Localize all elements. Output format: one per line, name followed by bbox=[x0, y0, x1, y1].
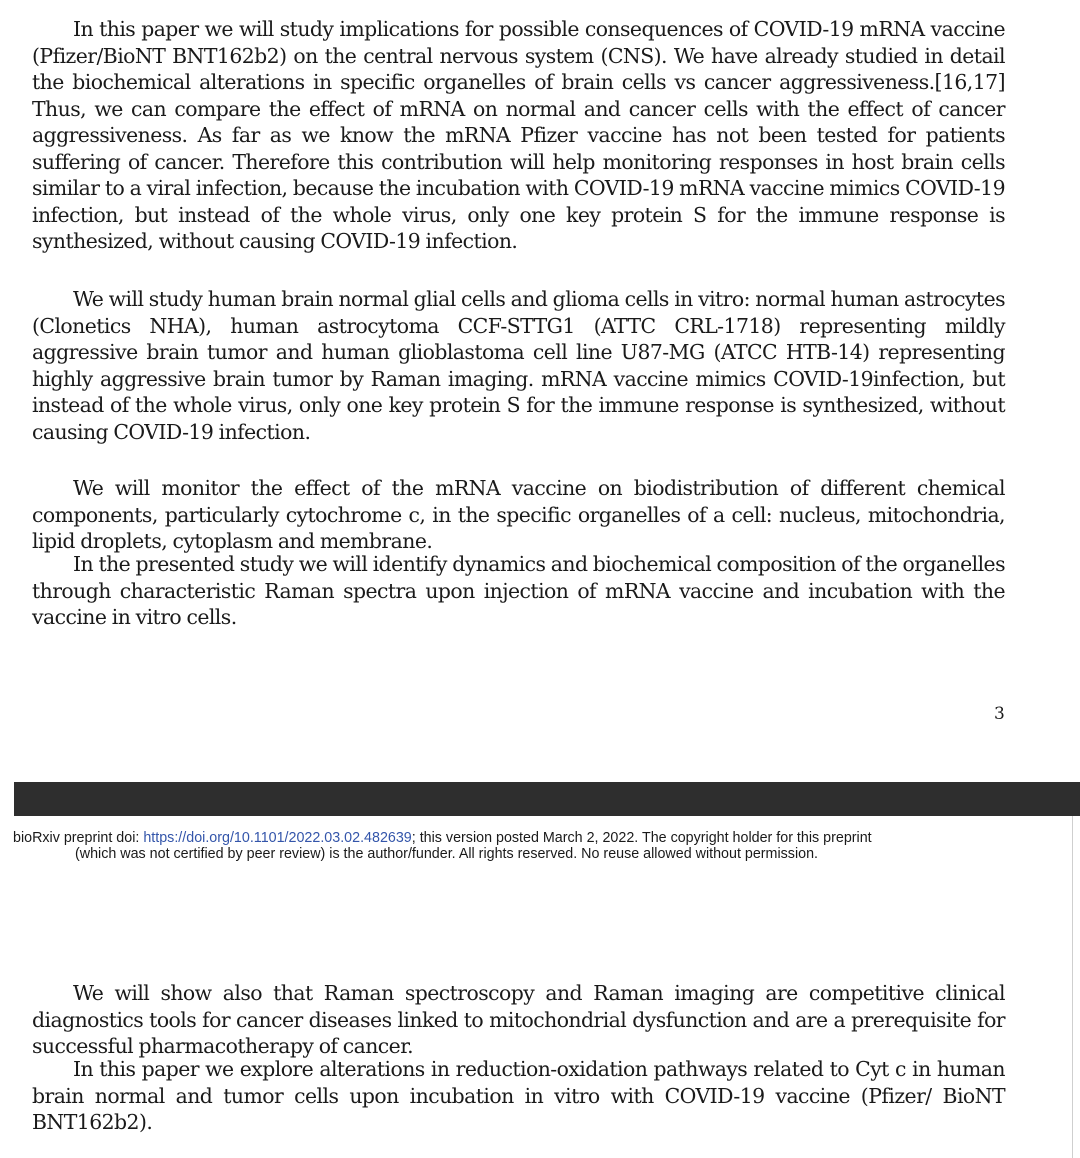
paragraph-text: In the presented study we will identify dynamics and biochemical composition of the organelles through characteristic Raman spectra upon injection of mRNA vaccine and incubation with the vaccine in vitro cells. bbox=[32, 552, 1005, 629]
preprint-suffix: ; this version posted March 2, 2022. The copyright holder for this preprint bbox=[411, 830, 872, 846]
paragraph-study-implications bbox=[32, 16, 1005, 255]
paragraph-cell-lines bbox=[32, 286, 1005, 445]
paragraph-biodistribution bbox=[32, 475, 1005, 555]
paragraph-redox-pathways bbox=[32, 1056, 1005, 1136]
preprint-prefix: bioRxiv preprint doi: bbox=[13, 830, 144, 846]
doi-link[interactable]: https://doi.org/10.1101/2022.03.02.482639 bbox=[143, 830, 412, 846]
page-separator bbox=[14, 782, 1080, 816]
page-margin bbox=[1072, 0, 1080, 782]
paragraph-text: We will study human brain normal glial cells and glioma cells in vitro: normal human astrocytes (Clonetics NHA), human astrocytoma CCF-STTG1 (ATTC CRL-1718) representing mildly aggressive brain tumor and human glioblastoma cell line U87-MG (ATCC HTB-14) representing highly aggressive brain tumor by Raman imaging. mRNA vaccine mimics COVID-19infection, but instead of the whole virus, only one key protein S for the immune response is synthesized, without causing COVID-19 infection. bbox=[32, 287, 1005, 444]
page-gap-edge bbox=[0, 782, 14, 816]
paragraph-text: In this paper we will study implications for possible consequences of COVID-19 mRNA vaccine (Pfizer/BioNT BNT162b2) on the central nervous system (CNS). We have already studied in detail the biochemical alterations in specific organelles of brain cells vs cancer aggressiveness.[16,17] Thus, we can compare the effect of mRNA on normal and cancer cells with the effect of cancer aggressiveness. As far as we know the mRNA Pfizer vaccine has not been tested for patients suffering of cancer. Therefore this contribution will help monitoring responses in host brain cells similar to a viral infection, because the incubation with COVID-19 mRNA vaccine mimics COVID-19 infection, but instead of the whole virus, only one key protein S for the immune response is synthesized, without causing COVID-19 infection. bbox=[32, 17, 1005, 253]
paragraph-raman-diagnostics bbox=[32, 980, 1005, 1060]
preprint-header-line-2: (which was not certified by peer review) is the author/funder. All rights reserved. No reuse allowed without permission. bbox=[75, 846, 818, 862]
page-number: 3 bbox=[994, 704, 1005, 724]
paragraph-organelle-dynamics bbox=[32, 551, 1005, 631]
preprint-header bbox=[13, 830, 1023, 862]
preprint-header-line-1 bbox=[13, 830, 1023, 846]
paragraph-text: We will monitor the effect of the mRNA vaccine on biodistribution of different chemical components, particularly cytochrome c, in the specific organelles of a cell: nucleus, mitochondria, lipid droplets, cytoplasm and membrane. bbox=[32, 476, 1005, 553]
paragraph-text: In this paper we explore alterations in reduction-oxidation pathways related to Cyt c in human brain normal and tumor cells upon incubation in vitro with COVID-19 vaccine (Pfizer/ BioNT BNT162b2). bbox=[32, 1057, 1005, 1134]
paragraph-text: We will show also that Raman spectroscopy and Raman imaging are competitive clinical diagnostics tools for cancer diseases linked to mitochondrial dysfunction and are a prerequisite for successful pharmacotherapy of cancer. bbox=[32, 981, 1005, 1058]
